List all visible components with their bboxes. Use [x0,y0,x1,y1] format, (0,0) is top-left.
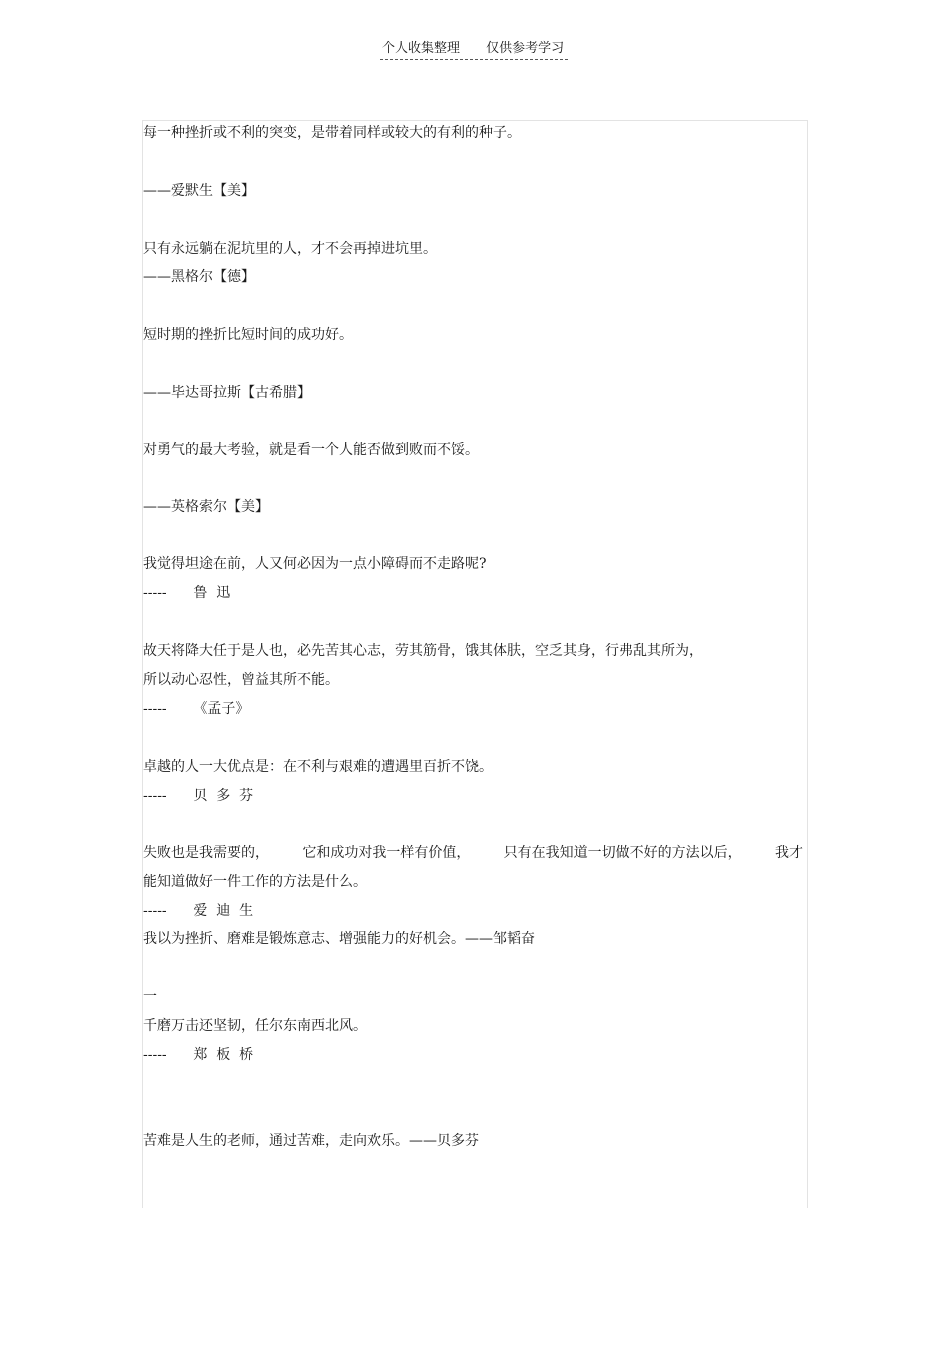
quote-text: 我以为挫折、磨难是锻炼意志、增强能力的好机会。——邹韬奋 [143,931,535,947]
quote-text: 苦难是人生的老师，通过苦难，走向欢乐。——贝多芬 [143,1133,479,1149]
stray-dash: 一 [143,989,157,1005]
quote-text: 对勇气的最大考验，就是看一个人能否做到败而不馁。 [143,442,479,458]
quote-author: ——黑格尔【德】 [143,269,255,285]
quote-segment: 它和成功对我一样有价值， [302,845,471,861]
quote-author: ----- 《孟子》 [143,701,250,717]
header-right-text: 仅供参考学习 [486,41,565,56]
quote-author: ----- 鲁 迅 [143,585,231,601]
quote-author: ----- 郑 板 桥 [143,1047,254,1063]
quote-author: ----- 爱 迪 生 [143,903,254,919]
quote-text: 我觉得坦途在前，人又何必因为一点小障碍而不走路呢? [143,556,487,572]
quote-text: 卓越的人一大优点是：在不利与艰难的遭遇里百折不饶。 [143,759,493,775]
quote-text: 每一种挫折或不利的突变，是带着同样或较大的有利的种子。 [143,125,521,141]
quote-text: 千磨万击还坚韧，任尔东南西北风。 [143,1018,367,1034]
header-left-text: 个人收集整理 [382,41,461,56]
quote-author: ——毕达哥拉斯【古希腊】 [143,385,311,401]
page-header [380,39,568,60]
quote-segment: 我才 [774,845,803,861]
quote-author: ——英格索尔【美】 [143,499,269,515]
quote-text: 故天将降大任于是人也，必先苦其心志，劳其筋骨，饿其体肤，空乏其身，行弗乱其所为， [143,643,703,659]
quote-author: ——爱默生【美】 [143,183,255,199]
quote-segment: 失败也是我需要的， [143,845,269,861]
quote-text: 只有永远躺在泥坑里的人，才不会再掉进坑里。 [143,241,437,257]
quote-text-continued: 所以动心忍性，曾益其所不能。 [143,672,339,688]
quote-text-justified [143,842,803,864]
quote-author: ----- 贝 多 芬 [143,788,254,804]
quote-segment: 只有在我知道一切做不好的方法以后， [503,845,742,861]
quote-text-continued: 能知道做好一件工作的方法是什么。 [143,874,367,890]
quote-text: 短时期的挫折比短时间的成功好。 [143,327,353,343]
